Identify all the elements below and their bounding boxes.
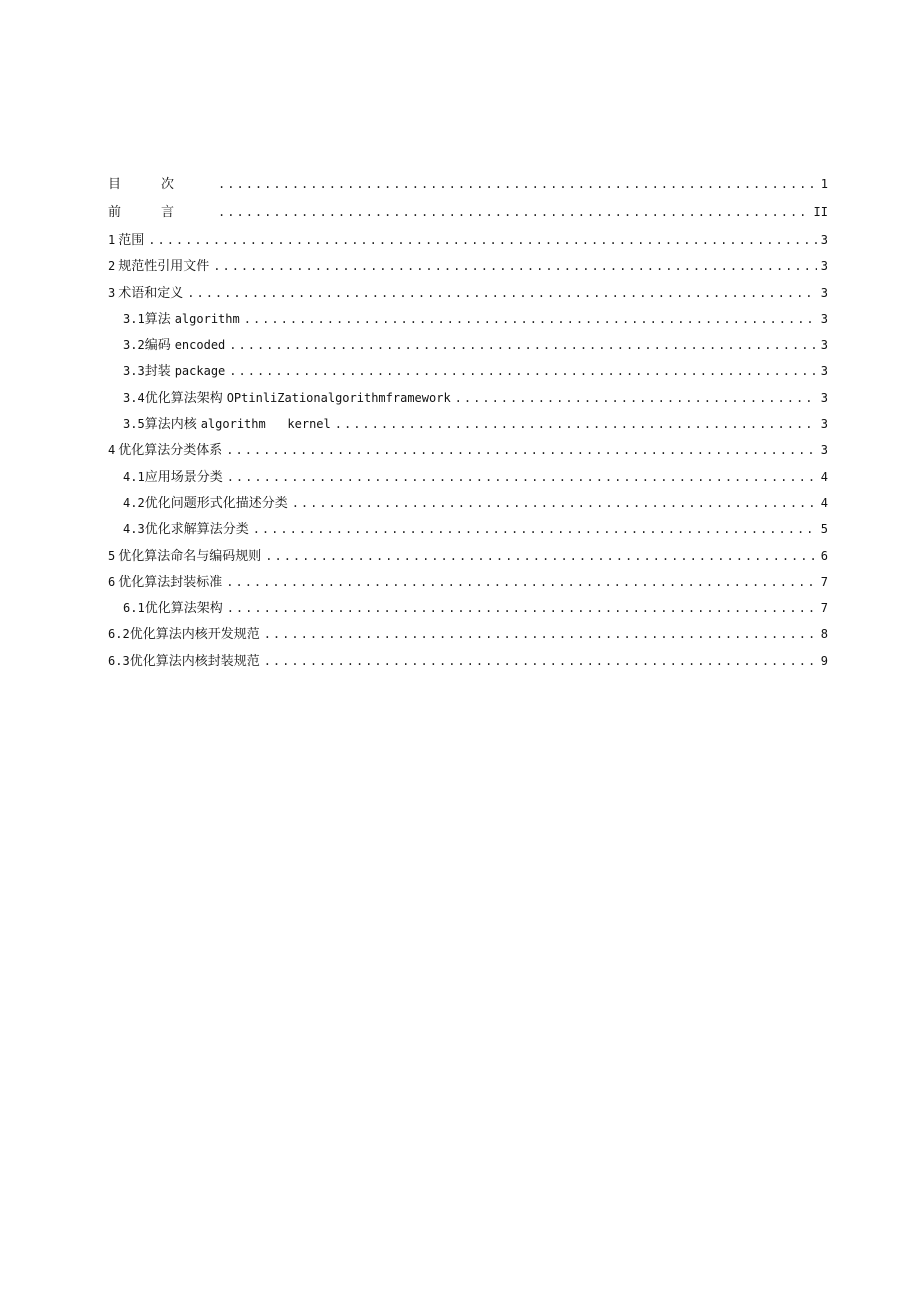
toc-entry-number: 3 [108,285,116,300]
toc-entry-6-3[interactable] [108,651,828,677]
toc-entry-4-1[interactable] [108,467,828,493]
toc-entry-number: 6.1 [123,601,145,616]
toc-entry-title: 术语和定义 [118,285,184,301]
toc-dot-leader [455,388,817,408]
toc-entry-3-4[interactable] [108,388,828,414]
toc-entry-title: 优化算法命名与编码规则 [118,548,262,564]
toc-entry-page: 8 [820,627,828,642]
toc-entry-english-term: algorithm kernel [200,417,331,432]
toc-entry-6-2[interactable] [108,624,828,650]
toc-entry-page: 9 [820,653,828,668]
toc-dot-leader [253,519,817,539]
toc-entry-page: 5 [820,522,828,537]
toc-entry-english-term: package [174,364,226,379]
toc-entry-2[interactable] [108,256,828,282]
toc-entry-page: 3 [820,417,828,432]
toc-entry-page: 3 [820,443,828,458]
toc-entry-title: 规范性引用文件 [118,259,210,275]
toc-dot-leader [244,309,817,329]
toc-entry-number: 3.4 [123,390,145,405]
toc-entry-number: 3.5 [123,417,145,432]
toc-entry-title: 封装 [144,364,171,380]
toc-entry-page: 3 [820,233,828,247]
toc-dot-leader [229,335,816,355]
toc-entry-number: 1 [108,233,116,247]
toc-entry-english-term: encoded [174,338,226,353]
toc-entry-4-3[interactable] [108,519,828,545]
toc-entry-title: 优化算法封装标准 [118,574,223,590]
toc-entry-3-1[interactable] [108,309,828,335]
toc-dot-leader [264,651,817,671]
toc-entry-page: 4 [820,469,828,484]
toc-entry-1[interactable] [108,230,828,256]
toc-dot-leader [227,467,817,487]
toc-entry-page: 6 [820,548,828,563]
toc-entry-title: 算法内核 [144,417,197,433]
toc-entry-title: 优化算法内核开发规范 [129,627,260,643]
toc-dot-leader [292,493,817,513]
toc-entry-contents[interactable] [108,174,828,202]
table-of-contents [108,174,828,677]
toc-entry-title: 范围 [118,233,145,248]
toc-entry-number: 3.2 [123,338,145,353]
toc-dot-leader [226,440,817,460]
toc-dot-leader [229,361,816,381]
toc-entry-title: 优化问题形式化描述分类 [144,495,288,511]
toc-entry-number: 6.3 [108,653,130,668]
toc-dot-leader [187,283,817,303]
toc-dot-leader [335,414,817,434]
toc-entry-title: 算法 [144,311,171,327]
toc-entry-title: 优化求解算法分类 [144,522,249,538]
toc-entry-page: 3 [820,364,828,379]
toc-entry-title: 应用场景分类 [144,469,223,485]
toc-entry-number: 6 [108,574,116,589]
toc-dot-leader [218,202,810,222]
toc-entry-page: 7 [820,601,828,616]
toc-entry-foreword[interactable] [108,202,828,230]
toc-entry-number: 6.2 [108,627,130,642]
toc-entry-number: 4.3 [123,522,145,537]
toc-dot-leader [226,572,817,592]
toc-dot-leader [213,256,817,276]
toc-entry-number: 3.1 [123,311,145,326]
toc-entry-number: 4.1 [123,469,145,484]
toc-entry-page: 3 [820,338,828,353]
toc-dot-leader [227,598,817,618]
toc-entry-title: 优化算法分类体系 [118,443,223,459]
toc-entry-page: 3 [820,285,828,300]
toc-entry-6-1[interactable] [108,598,828,624]
toc-entry-title: 目次 [108,177,215,192]
toc-entry-number: 4 [108,443,116,458]
toc-dot-leader [264,624,817,644]
toc-entry-number: 5 [108,548,116,563]
toc-entry-page: 3 [820,259,828,274]
toc-entry-number: 2 [108,259,116,274]
toc-entry-english-term: OPtinliZationalgorithmframework [226,390,451,405]
toc-entry-title: 优化算法架构 [144,390,223,406]
toc-entry-page: 3 [820,390,828,405]
toc-entry-page: 1 [820,177,828,191]
toc-entry-number: 3.3 [123,364,145,379]
toc-dot-leader [265,546,817,566]
toc-entry-3-5[interactable] [108,414,828,440]
toc-entry-page: 3 [820,311,828,326]
toc-entry-page: 4 [820,495,828,510]
toc-entry-4-2[interactable] [108,493,828,519]
toc-entry-3[interactable] [108,283,828,309]
toc-entry-title: 优化算法内核封装规范 [129,653,260,669]
toc-entry-title: 优化算法架构 [144,601,223,617]
toc-entry-title: 前言 [108,205,215,220]
toc-entry-english-term: algorithm [174,311,240,326]
toc-entry-5[interactable] [108,546,828,572]
toc-entry-3-3[interactable] [108,361,828,387]
toc-entry-3-2[interactable] [108,335,828,361]
toc-dot-leader [218,174,817,194]
toc-entry-page: II [813,205,828,219]
toc-entry-6[interactable] [108,572,828,598]
toc-entry-4[interactable] [108,440,828,466]
toc-entry-page: 7 [820,574,828,589]
toc-entry-title: 编码 [144,338,171,354]
toc-entry-number: 4.2 [123,495,145,510]
toc-dot-leader [148,230,817,250]
